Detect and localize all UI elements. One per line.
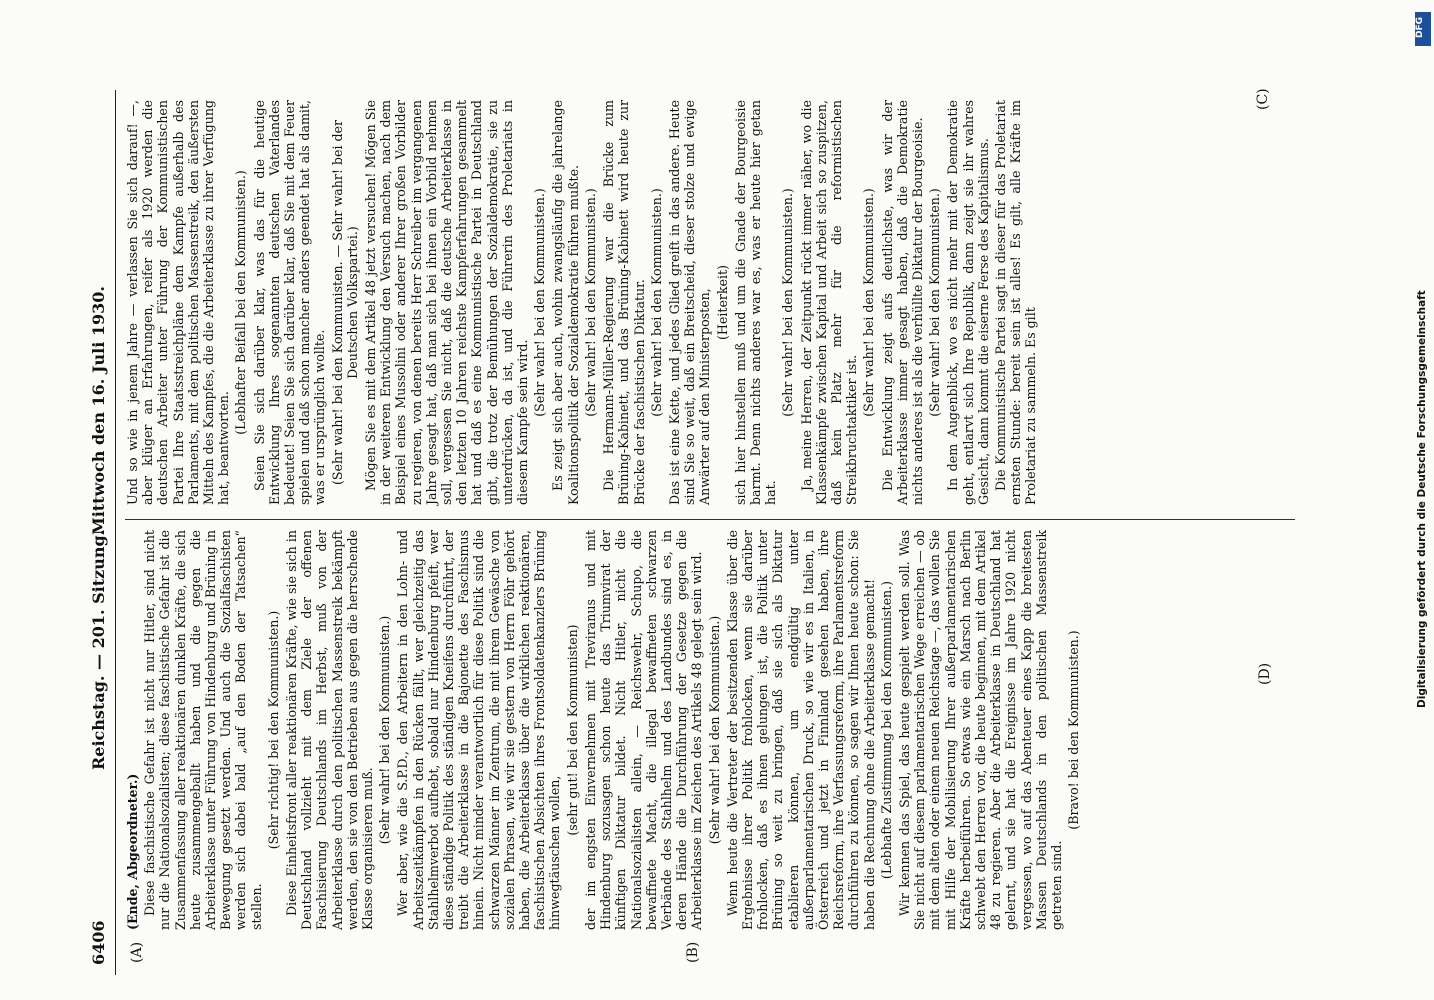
- margin-marker-b: (B): [685, 941, 701, 963]
- margin-marker-a: (A): [129, 941, 145, 963]
- text-column-right: [125, 100, 1041, 505]
- paragraph: Die Kommunistische Partei sagt in dieser für das Proletariat ernsten Stunde: bereit sein ist alles! Es gilt, alle Kräfte im Proletariat zu sammeln. Es gilt: [992, 100, 1039, 505]
- interjection: (Lebhafter Beifall bei den Kommunisten.): [233, 170, 249, 435]
- paragraph: Diese faschistische Gefahr ist nicht nur Hitler, sind nicht nur die Nationalsozialisten; diese faschistische Gefahr ist die Zusammenfassung aller reaktionären dunklen Kräfte, die sich heute zusammengeballt haben und die gegen die Arbeiterklasse unter Führung von Hindenburg und Brüning in Bewegung gesetzt werden. Und auch die Sozialfaschisten werden sich dabei bald „auf den Boden der Tatsachen“ stellen.: [142, 530, 264, 930]
- session-title: Reichstag. — 201. Sitzung.: [89, 529, 108, 770]
- header-rule: [115, 90, 116, 975]
- dfg-logo-icon: DFG: [1415, 12, 1431, 46]
- paragraph: Seien Sie sich darüber klar, was das für die heutige Entwicklung Ihres sogenannten deutschen Vaterlandes bedeutet! Seien Sie sich darüber klar, daß Sie mit dem Feuer spielen und daß schon mancher anders geendet hat als damit, was er ursprünglich wollte.: [251, 100, 328, 505]
- paragraph: Die Hermann-Müller-Regierung war die Brücke zum Brüning-Kabinett, und das Brüning-Kabinett wird heute zur Brücke der faschistischen Diktatur.: [601, 100, 647, 505]
- paragraph: Wenn heute die Vertreter der besitzenden Klasse über die Ergebnisse ihrer Politik frohlocken, wenn sie darüber frohlocken, daß es ihnen gelungen ist, die Politik unter Brüning so weit zu bringen, daß sie sich als Diktatur etablieren können, um endgültig unter außerparlamentarischen Druck, so wie wir es in Italien, in Österreich und jetzt in Finnland gesehen haben, ihre Reichsreform, ihre Verfassungsreform, ihre Parlamentsreform durchführen zu können, so sagen wir Ihnen heute schon: Sie haben die Rechnung ohne die Arbeiterklasse gemacht!: [724, 530, 877, 930]
- session-date: Mittwoch den 16. Juli 1930.: [89, 286, 108, 535]
- paragraph: Und so wie in jenem Jahre — verlassen Sie sich darauf! —, aber klüger an Erfahrungen, reifer als 1920 werden die deutschen Arbeiter unter Führung der Kommunistischen Partei Ihre Staatsstreichpläne dem Kampfe außerhalb des Parlaments, mit dem politischen Massenstreik, den äußersten Mitteln des Kampfes, die die Arbeiterklasse zu ihrer Verfügung hat, beantworten.: [125, 100, 232, 505]
- speaker-note: (Ende, Abgeordneter.): [125, 773, 140, 930]
- paragraph: In dem Augenblick, wo es nicht mehr mit der Demokratie geht, entlarvt sich Ihre Republik, dann zeigt sie ihr wahres Gesicht, dann kommt die eiserne Ferse des Kapitalismus.: [945, 100, 991, 505]
- paragraph: der im engsten Einvernehmen mit Treviranus und mit Hindenburg sozusagen schon heute das Triumvirat der künftigen Diktatur bildet. Nicht Hitler, nicht die Nationalsozialisten allein, — Reichswehr, Schupo, die bewaffnete Macht, die illegal bewaffneten schwarzen Verbände des Stahlhelm und des Landbundes sind es, in deren Hände die Durchführung der Gesetze gegen die Arbeiterklasse im Zeichen des Artikels 48 gelegt sein wird.: [582, 530, 705, 930]
- paragraph: Wer aber, wie die S.P.D., den Arbeitern in den Lohn- und Arbeitszeitkämpfen in den Rücken fällt, wer gleichzeitig das Stahlhelmverbot aufhebt, sobald nur Hindenburg pfeift, wer diese ständige Politik des ständigen Kneifens durchführt, der treibt die Arbeiterklasse in die Bajonette des Faschismus hinein. Nicht minder verantwortlich für diese Politik sind die schwarzen Männer im Zentrum, die mit ihrem Gewäsche von sozialen Phrasen, wie wir sie gestern von Herrn Föhr gehört haben, die Arbeiterklasse über die wirklichen reaktionären, faschistischen Absichten ihres Frontsoldatenkanzlers Brüning hinwegtäuschen wollen,: [395, 530, 563, 930]
- dfg-watermark: [1413, 8, 1433, 998]
- interjection: (Sehr wahr! bei den Kommunisten.): [861, 188, 877, 417]
- paragraph: Diese Einheitsfront aller reaktionären Kräfte, wie sie sich in Deutschland vollzieht mit dem Ziele der offenen Faschisierung Deutschlands im Herbst, muß von der Arbeiterklasse durch den politischen Massenstreik bekämpft werden, den sie von den Betrieben aus gegen die herrschende Klasse organisieren muß.: [284, 530, 376, 930]
- interjection: (Sehr wahr! bei den Kommunisten.): [377, 615, 393, 845]
- margin-marker-d: (D): [1257, 662, 1273, 685]
- interjection: (Sehr wahr! bei den Kommunisten.): [780, 188, 796, 417]
- interjection: (Sehr wahr! bei den Kommunisten.): [532, 188, 548, 417]
- interjection: (Bravo! bei den Kommunisten.): [1066, 630, 1082, 830]
- text-column-left: [125, 530, 1084, 930]
- paragraph: Mögen Sie es mit dem Artikel 48 jetzt versuchen! Mögen Sie in der weiteren Entwicklung den Versuch machen, nach dem Beispiel eines Mussolini oder anderer Ihrer großen Vorbilder zu regieren, von denen bereits Herr Schreiber im vergangenen Jahre gesagt hat, daß man sich bei ihnen ein Vorbild nehmen soll, vergessen Sie nicht, daß die deutsche Arbeiterklasse in den letzten 10 Jahren reichste Kampferfahrungen gesammelt hat und daß es eine Kommunistische Partei in Deutschland gibt, die trotz der Bemühungen der Sozialdemokratie, sie zu unterdrücken, da ist, und die Führerin des Proletariats in diesem Kampfe sein wird.: [363, 100, 531, 505]
- interjection: (Sehr wahr! bei den Kommunisten.): [582, 188, 598, 417]
- interjection: (Sehr richtig! bei den Kommunisten.): [265, 610, 281, 850]
- paragraph: Die Entwicklung zeigt aufs deutlichste, was wir der Arbeiterklasse immer gesagt haben, daß die Demokratie nichts anderes ist als die verhüllte Diktatur der Bourgeoisie.: [879, 100, 925, 505]
- interjection: (Sehr wahr! bei den Kommunisten. — Sehr wahr! bei der Deutschen Volkspartei.): [329, 119, 360, 486]
- paragraph: Ja, meine Herren, der Zeitpunkt rückt immer näher, wo die Klassenkämpfe zwischen Kapital und Arbeit sich so zuspitzen, daß kein Platz mehr für die reformistischen Streikbruchtaktiker ist.: [798, 100, 860, 505]
- paragraph: Das ist eine Kette, und jedes Glied greift in das andere. Heute sind Sie so weit, daß ein Breitscheid, dieser stolze und ewige Anwärter auf den Ministerposten,: [666, 100, 713, 505]
- rotated-document-page: [85, 85, 1300, 975]
- paragraph: Es zeigt sich aber auch, wohin zwangsläufig die jahrelange Koalitionspolitik der Sozialdemokratie führen mußte.: [550, 100, 581, 505]
- interjection: (Sehr wahr! bei den Kommunisten.): [927, 188, 943, 417]
- column-divider: [125, 519, 1295, 520]
- interjection: (sehr gut! bei den Kommunisten): [564, 624, 580, 836]
- watermark-text: Digitalisierung gefördert durch die Deutsche Forschungsgemeinschaft: [1416, 290, 1428, 708]
- paragraph: Wir kennen das Spiel, das heute gespielt werden soll. Was Sie nicht auf diesem parlamentarischen Wege erreichen — ob mit dem alten oder einem neuen Reichstage —, das wollen Sie mit Hilfe der Mobilisierung Ihrer außerparlamentarischen Kräfte herbeiführen. So etwas wie ein Marsch nach Berlin schwebt den Herren vor, die heute beginnen, mit dem Artikel 48 zu regieren. Aber die Arbeiterklasse in Deutschland hat gelernt, und sie hat die Ereignisse im Jahre 1920 nicht vergessen, wo auf das Abenteuer eines Kapp die breitesten Massen Deutschlands in den politischen Massenstreik getreten sind.: [896, 530, 1064, 930]
- interjection: (Heiterkeit): [714, 265, 730, 340]
- margin-marker-c: (C): [1255, 88, 1271, 110]
- interjection: (Sehr wahr! bei den Kommunisten.): [706, 615, 722, 845]
- page-number: 6406: [89, 920, 108, 965]
- interjection: (Sehr wahr! bei den Kommunisten.): [648, 188, 664, 417]
- interjection: (Lebhafte Zustimmung bei den Kommunisten.): [878, 580, 894, 880]
- page-header: [85, 95, 115, 965]
- paragraph: sich hier hinstellen muß und um die Gnade der Bourgeoisie barmt. Denn nichts anderes war es, was er heute hier getan hat.: [732, 100, 779, 505]
